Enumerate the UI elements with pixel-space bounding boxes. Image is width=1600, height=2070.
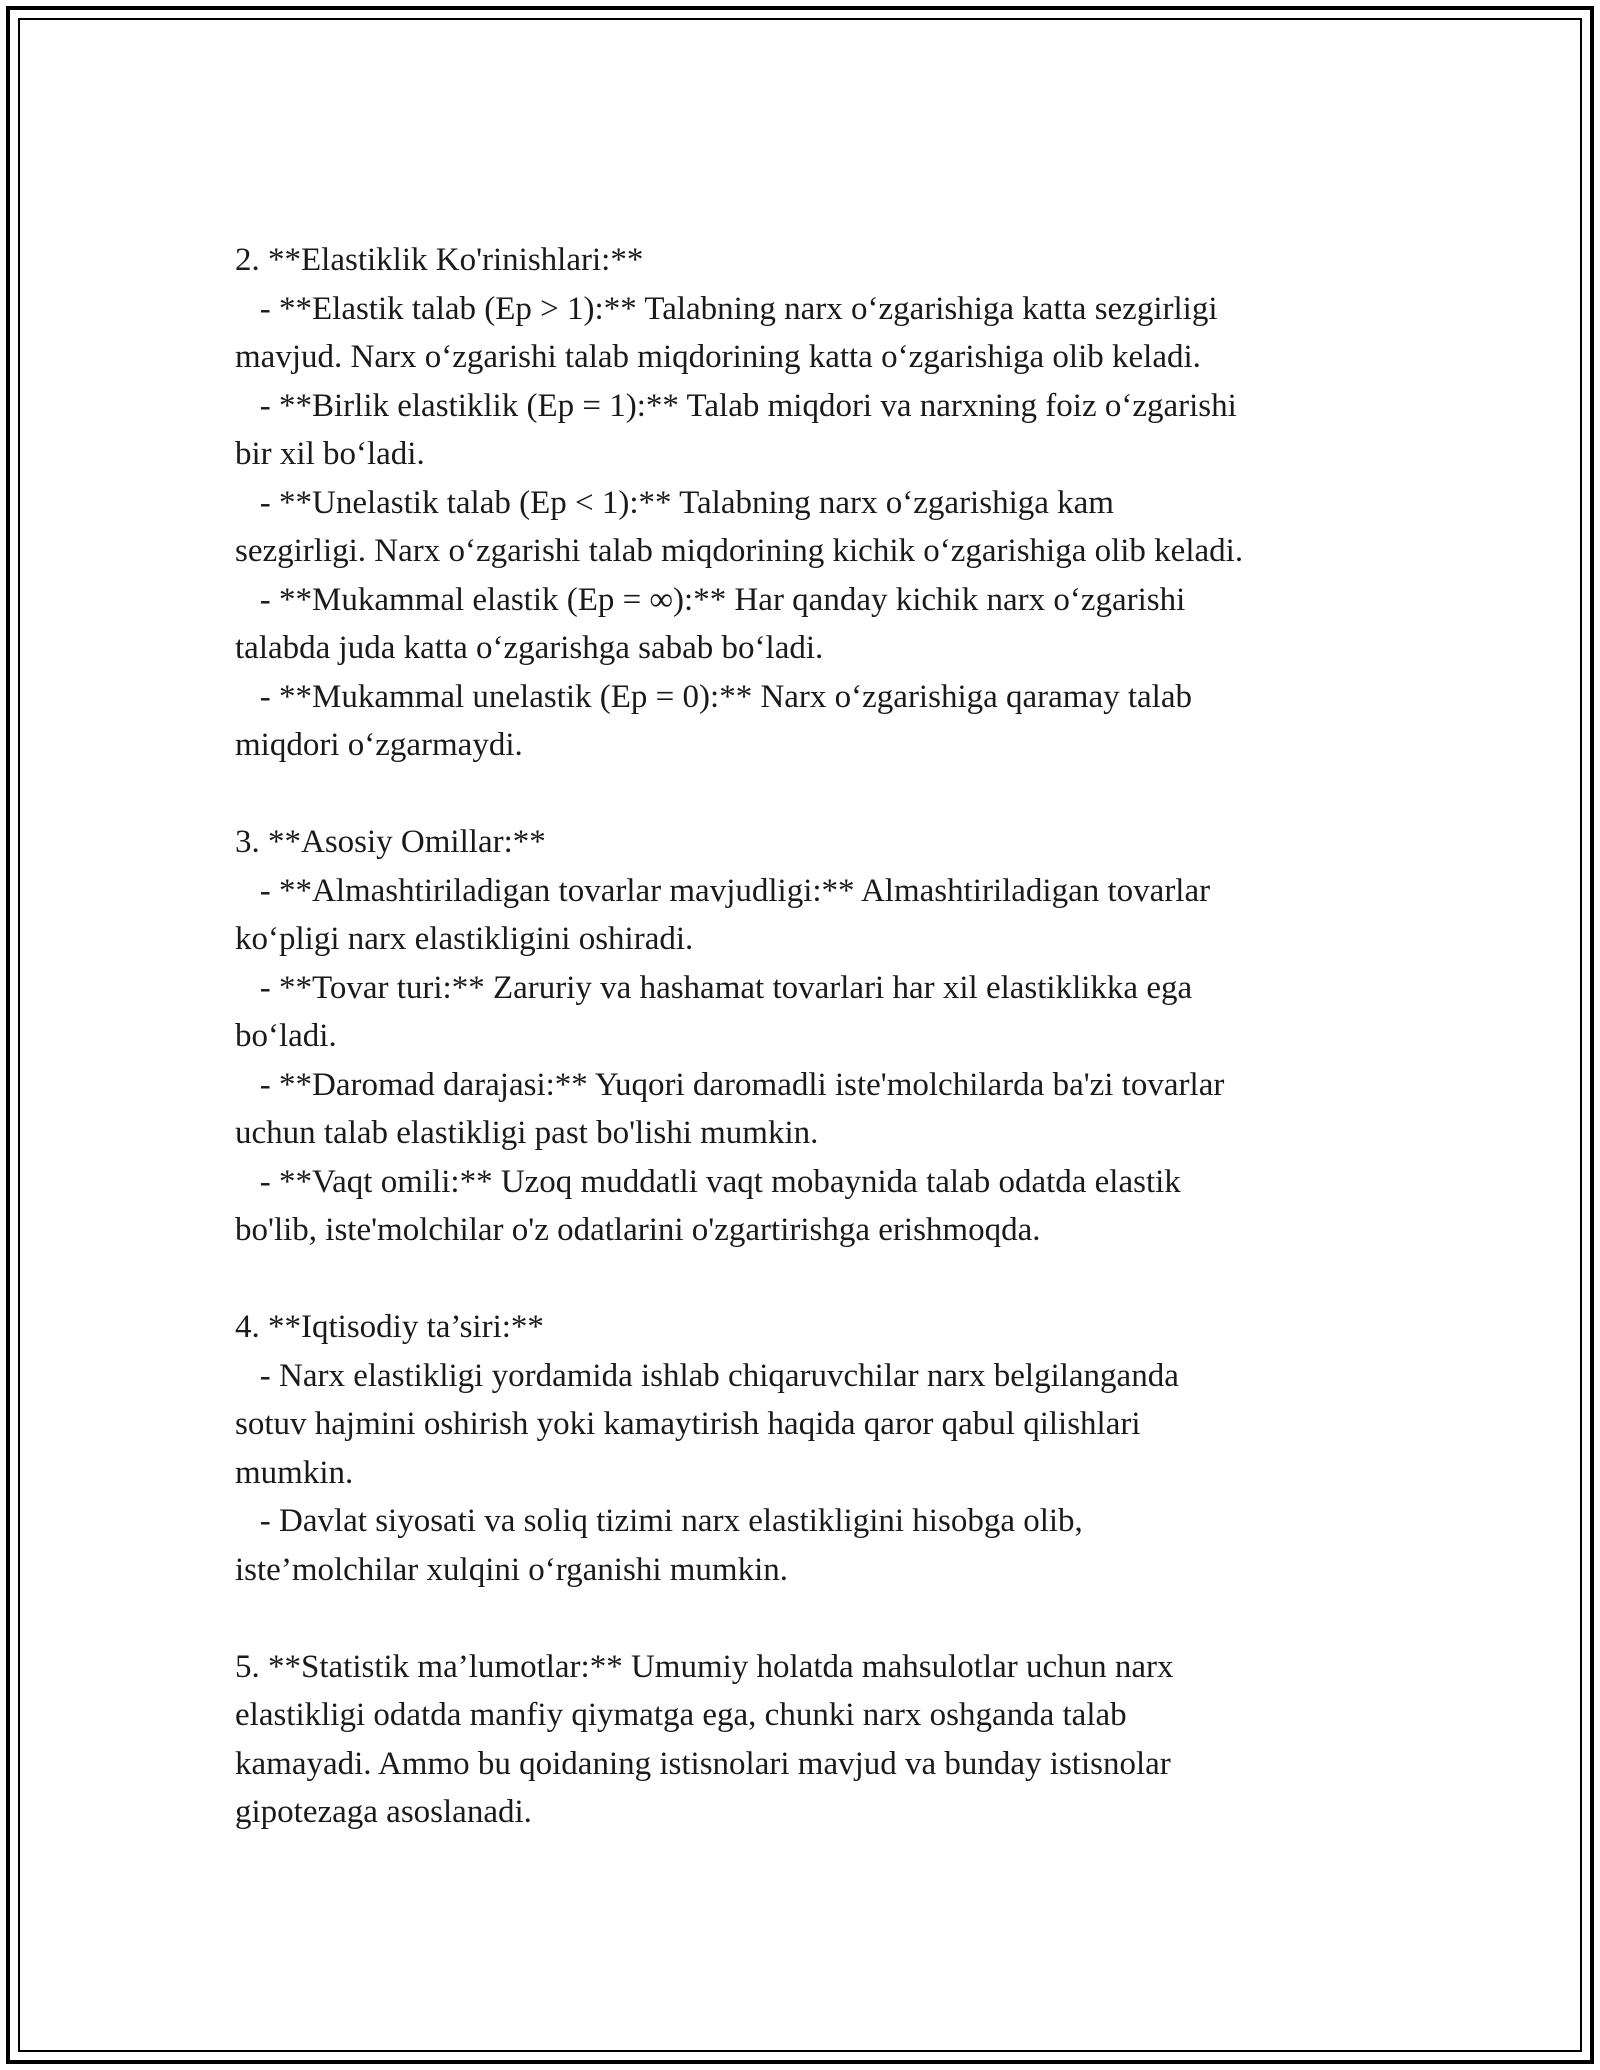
section-4-heading: 4. **Iqtisodiy ta’siri:** xyxy=(235,1309,544,1345)
section-3-heading: 3. **Asosiy Omillar:** xyxy=(235,824,546,860)
text-line: - **Daromad darajasi:** Yuqori daromadli iste'molchilarda ba'zi tovarlar xyxy=(235,1066,1225,1103)
text-line: - **Mukammal unelastik (Ep = 0):** Narx o‘zgarishiga qaramay talab xyxy=(235,678,1192,715)
text-line: - **Birlik elastiklik (Ep = 1):** Talab miqdori va narxning foiz o‘zgarishi xyxy=(235,387,1237,424)
document-body xyxy=(235,236,1365,1837)
section-2-heading: 2. **Elastiklik Ko'rinishlari:** xyxy=(235,242,644,278)
text-line: - **Elastik talab (Ep > 1):** Talabning narx o‘zgarishiga katta sezgirligi xyxy=(235,290,1218,327)
text-line: - **Almashtiriladigan tovarlar mavjudligi:** Almashtiriladigan tovarlar xyxy=(235,872,1211,909)
blank-line xyxy=(235,1255,1365,1304)
blank-line xyxy=(235,770,1365,819)
text-line: kamayadi. Ammo bu qoidaning istisnolari mavjud va bunday istisnolar xyxy=(235,1745,1171,1782)
text-line: - Narx elastikligi yordamida ishlab chiqaruvchilar narx belgilanganda xyxy=(235,1357,1179,1394)
text-line: uchun talab elastikligi past bo'lishi mumkin. xyxy=(235,1115,819,1151)
text-line: sotuv hajmini oshirish yoki kamaytirish haqida qaror qabul qilishlari xyxy=(235,1406,1141,1442)
text-line: gipotezaga asoslanadi. xyxy=(235,1794,532,1830)
text-line: sezgirligi. Narx o‘zgarishi talab miqdorining kichik o‘zgarishiga olib keladi. xyxy=(235,533,1244,569)
text-line: elastikligi odatda manfiy qiymatga ega, chunki narx oshganda talab xyxy=(235,1697,1127,1733)
blank-line xyxy=(235,1594,1365,1643)
section-5-paragraph: 5. **Statistik ma’lumotlar:** Umumiy holatda mahsulotlar uchun narx xyxy=(235,1648,1174,1685)
text-line: - **Tovar turi:** Zaruriy va hashamat tovarlari har xil elastiklikka ega xyxy=(235,969,1193,1006)
text-line: bo'lib, iste'molchilar o'z odatlarini o'zgartirishga erishmoqda. xyxy=(235,1212,1041,1248)
text-line: mumkin. xyxy=(235,1454,354,1491)
text-line: - **Vaqt omili:** Uzoq muddatli vaqt mobaynida talab odatda elastik xyxy=(235,1163,1181,1200)
text-line: miqdori o‘zgarmaydi. xyxy=(235,727,523,763)
text-line: bo‘ladi. xyxy=(235,1018,337,1054)
text-line: ko‘pligi narx elastikligini oshiradi. xyxy=(235,921,694,957)
text-line: iste’molchilar xulqini o‘rganishi mumkin. xyxy=(235,1551,788,1588)
text-line: - **Unelastik talab (Ep < 1):** Talabning narx o‘zgarishiga kam xyxy=(235,484,1114,521)
text-line: bir xil bo‘ladi. xyxy=(235,436,425,472)
text-line: talabda juda katta o‘zgarishga sabab bo‘ladi. xyxy=(235,630,824,666)
text-line: mavjud. Narx o‘zgarishi talab miqdorining katta o‘zgarishiga olib keladi. xyxy=(235,339,1201,375)
text-line: - Davlat siyosati va soliq tizimi narx elastikligini hisobga olib, xyxy=(235,1503,1083,1539)
text-line: - **Mukammal elastik (Ep = ∞):** Har qanday kichik narx o‘zgarishi xyxy=(235,581,1186,618)
